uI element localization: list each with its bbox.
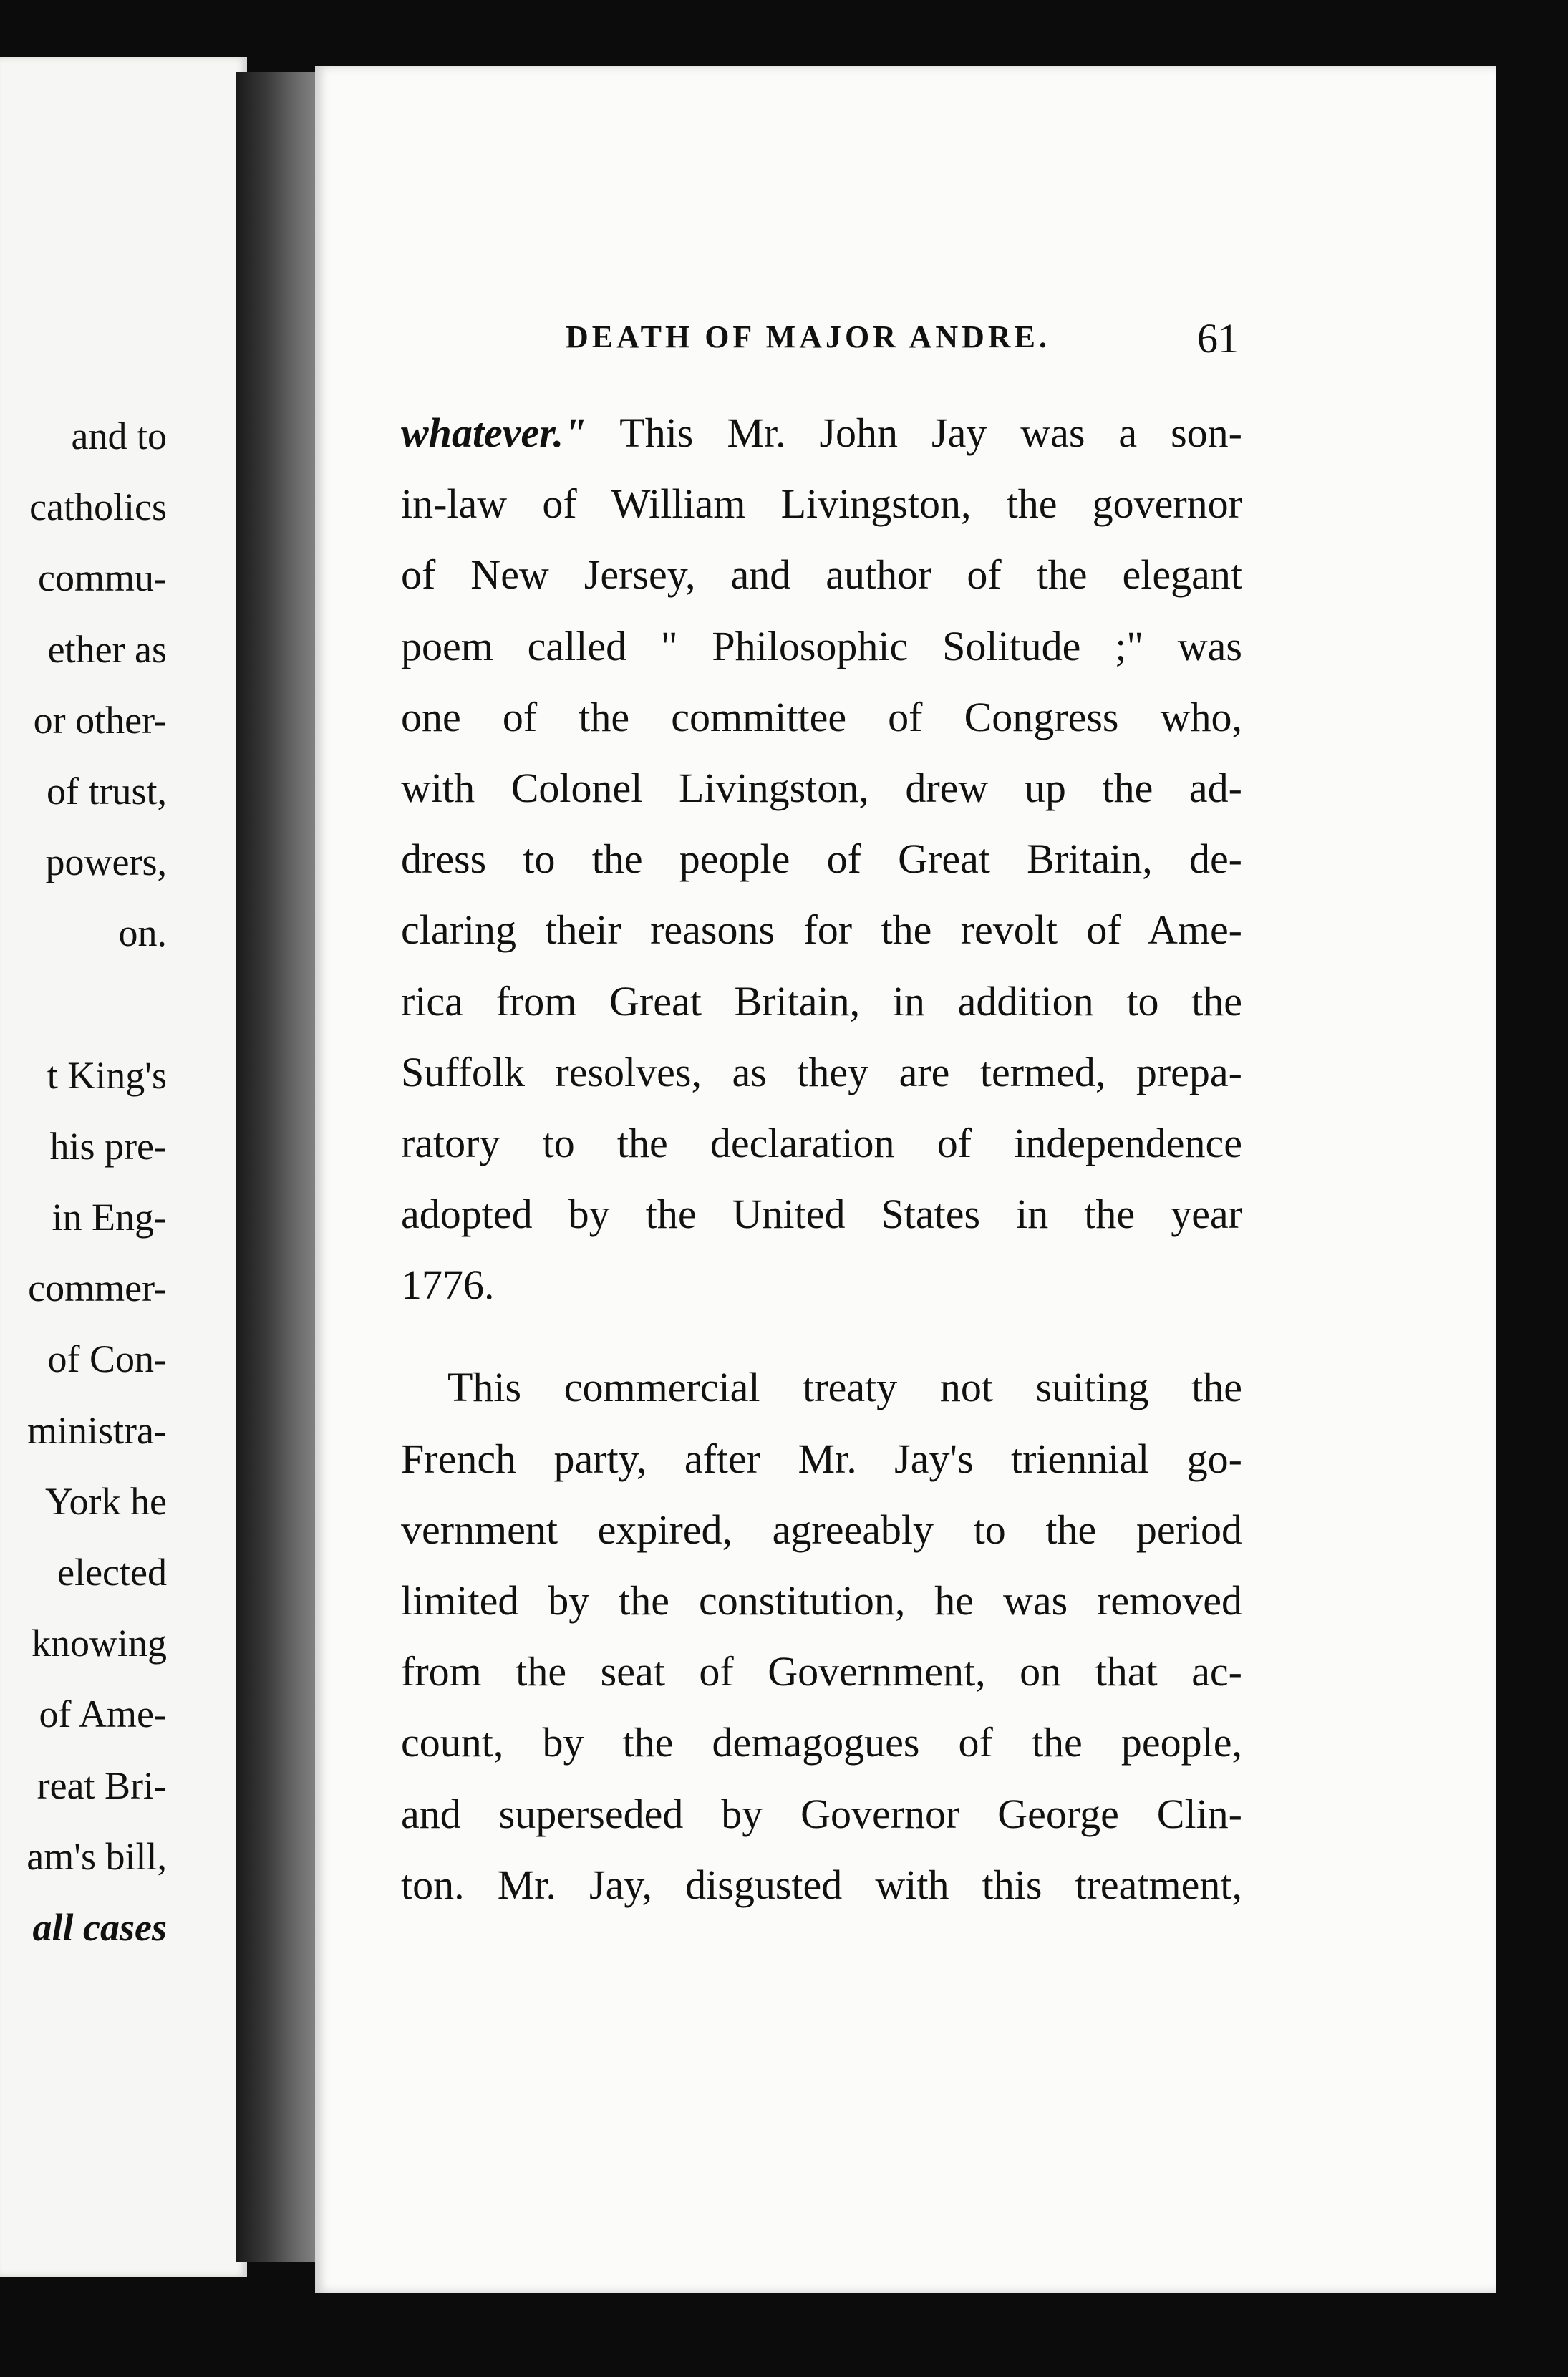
text-line: This commercial treaty not suiting the: [447, 1364, 1242, 1411]
paragraph-gap: [401, 1320, 1242, 1352]
text-line: rica from Great Britain, in addition to the: [401, 977, 1242, 1025]
text-line: vernment expired, agreeably to the period: [401, 1506, 1242, 1553]
text-line: 1776.: [401, 1262, 495, 1309]
text-line: ratory to the declaration of independence: [401, 1119, 1242, 1166]
left-line: t King's: [47, 1053, 167, 1097]
left-paragraph-gap: [0, 969, 167, 1040]
running-title: DEATH OF MAJOR ANDRE.: [566, 319, 1050, 354]
text-line: ton. Mr. Jay, disgusted with this treatment,: [401, 1861, 1242, 1908]
left-line: or other-: [33, 698, 167, 742]
text-line: adopted by the United States in the year: [401, 1191, 1242, 1238]
text-line: limited by the constitution, he was removed: [401, 1577, 1242, 1624]
italic-word: whatever.": [401, 410, 587, 456]
left-line: commu-: [38, 556, 167, 600]
text-line: count, by the demagogues of the people,: [401, 1719, 1242, 1766]
text-line: dress to the people of Great Britain, de-: [401, 836, 1242, 883]
text-line: in-law of William Livingston, the governor: [401, 480, 1242, 528]
page-number: 61: [1197, 315, 1239, 362]
running-head: [566, 315, 1239, 369]
text-line: Suffolk resolves, as they are termed, prepa-: [401, 1048, 1242, 1095]
left-page: [0, 57, 247, 2277]
left-line: elected: [57, 1551, 167, 1594]
text-line: claring their reasons for the revolt of Ame-: [401, 906, 1242, 954]
left-line: ether as: [47, 627, 167, 671]
left-line: knowing: [32, 1622, 167, 1665]
text-line: with Colonel Livingston, drew up the ad-: [401, 764, 1242, 811]
left-line: powers,: [45, 841, 167, 884]
text-line: one of the committee of Congress who,: [401, 693, 1242, 740]
text-line: and superseded by Governor George Clin-: [401, 1790, 1242, 1837]
left-line: of Con-: [47, 1337, 167, 1381]
left-line: ministra-: [27, 1408, 167, 1452]
left-page-text: [0, 401, 167, 1963]
left-line: York he: [44, 1479, 167, 1523]
text-line: poem called " Philosophic Solitude ;" was: [401, 622, 1242, 669]
text-line: French party, after Mr. Jay's triennial go-: [401, 1435, 1242, 1482]
text-line: [401, 397, 1242, 468]
left-line-italic: all cases: [32, 1905, 167, 1949]
book-gutter: [236, 72, 322, 2262]
text-line-rest: This Mr. John Jay was a son-: [586, 410, 1242, 456]
text-line: from the seat of Government, on that ac-: [401, 1648, 1242, 1695]
text-line: of New Jersey, and author of the elegant: [401, 551, 1242, 599]
left-line: am's bill,: [26, 1834, 167, 1878]
left-line: on.: [118, 911, 167, 955]
left-line: catholics: [29, 485, 167, 529]
left-line: reat Bri-: [37, 1763, 167, 1807]
body-text: [401, 397, 1242, 1920]
left-line: [0, 1892, 167, 1963]
left-line: of Ame-: [39, 1693, 167, 1736]
left-line: his pre-: [49, 1124, 167, 1168]
left-line: commer-: [28, 1267, 167, 1310]
left-line: of trust,: [47, 769, 167, 813]
left-line: and to: [71, 415, 167, 458]
left-line: in Eng-: [52, 1196, 167, 1239]
